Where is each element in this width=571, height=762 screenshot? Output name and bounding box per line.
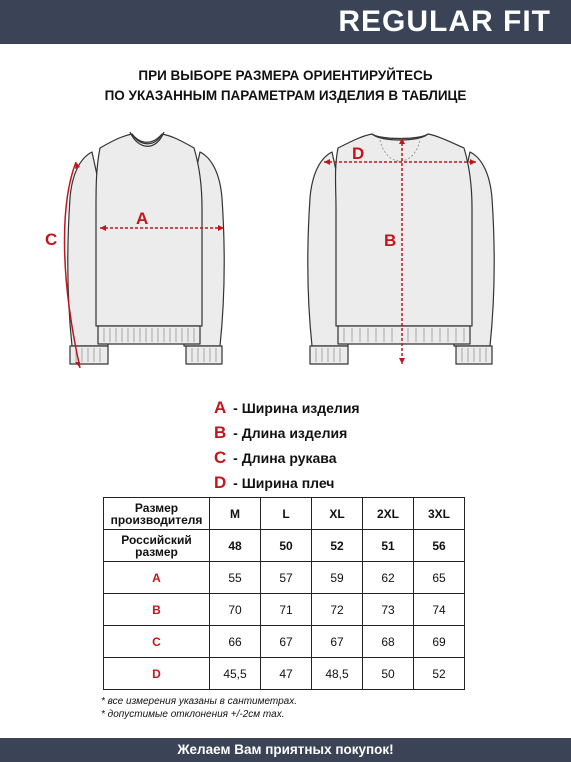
legend-item bbox=[214, 395, 360, 420]
legend-text: - Ширина плеч bbox=[229, 475, 335, 491]
back-label-b: B bbox=[384, 231, 397, 250]
table-cell: 57 bbox=[261, 562, 312, 594]
table-header-row bbox=[104, 498, 465, 530]
table-row bbox=[104, 626, 465, 658]
russian-size-cell: 48 bbox=[210, 530, 261, 562]
legend-item bbox=[214, 420, 360, 445]
legend-letter: C bbox=[214, 448, 227, 467]
fit-title: REGULAR FIT bbox=[338, 5, 551, 38]
legend-text: - Длина рукава bbox=[229, 450, 337, 466]
note-units: * все измерения указаны в сантиметрах. bbox=[101, 696, 298, 707]
table-row bbox=[104, 594, 465, 626]
russian-size-row bbox=[104, 530, 465, 562]
front-label-c: C bbox=[45, 230, 58, 249]
table-cell: 70 bbox=[210, 594, 261, 626]
table-cell: 67 bbox=[261, 626, 312, 658]
size-header-cell: 2XL bbox=[363, 498, 414, 530]
note-tolerance: * допустимые отклонения +/-2см тах. bbox=[101, 709, 285, 720]
table-cell: 48,5 bbox=[312, 658, 363, 690]
legend-letter: B bbox=[214, 423, 227, 442]
front-label-a: A bbox=[136, 209, 149, 228]
table-cell: 73 bbox=[363, 594, 414, 626]
table-cell: 59 bbox=[312, 562, 363, 594]
table-row bbox=[104, 562, 465, 594]
table-cell: 55 bbox=[210, 562, 261, 594]
table-cell: 47 bbox=[261, 658, 312, 690]
size-instruction bbox=[0, 66, 571, 106]
size-header-cell: XL bbox=[312, 498, 363, 530]
table-cell: 45,5 bbox=[210, 658, 261, 690]
size-header-cell: M bbox=[210, 498, 261, 530]
legend-text: - Длина изделия bbox=[229, 425, 348, 441]
russian-size-label: Российский размер bbox=[104, 530, 210, 562]
measurement-notes bbox=[101, 695, 297, 721]
russian-size-cell: 51 bbox=[363, 530, 414, 562]
size-header-cell: 3XL bbox=[414, 498, 465, 530]
sweatshirt-back-figure bbox=[300, 128, 530, 378]
legend-text: - Ширина изделия bbox=[229, 400, 360, 416]
table-cell: 74 bbox=[414, 594, 465, 626]
russian-size-cell: 50 bbox=[261, 530, 312, 562]
table-cell: 72 bbox=[312, 594, 363, 626]
measure-label-cell: D bbox=[104, 658, 210, 690]
table-cell: 71 bbox=[261, 594, 312, 626]
header-label-cell: Размер производителя bbox=[104, 498, 210, 530]
footer-band bbox=[0, 738, 571, 762]
measurement-legend bbox=[214, 395, 360, 495]
table-cell: 50 bbox=[363, 658, 414, 690]
footer-message: Желаем Вам приятных покупок! bbox=[177, 742, 394, 757]
sweatshirt-front-figure bbox=[40, 128, 265, 378]
legend-letter: A bbox=[214, 398, 227, 417]
table-cell: 69 bbox=[414, 626, 465, 658]
measure-label-cell: B bbox=[104, 594, 210, 626]
table-cell: 68 bbox=[363, 626, 414, 658]
table-cell: 62 bbox=[363, 562, 414, 594]
table-cell: 66 bbox=[210, 626, 261, 658]
measure-label-cell: C bbox=[104, 626, 210, 658]
size-table bbox=[103, 497, 465, 690]
legend-letter: D bbox=[214, 473, 227, 492]
size-header-cell: L bbox=[261, 498, 312, 530]
table-cell: 67 bbox=[312, 626, 363, 658]
back-label-d: D bbox=[352, 144, 365, 163]
header-band bbox=[0, 0, 571, 44]
table-cell: 65 bbox=[414, 562, 465, 594]
legend-item bbox=[214, 445, 360, 470]
instruction-line-2: ПО УКАЗАННЫМ ПАРАМЕТРАМ ИЗДЕЛИЯ В ТАБЛИЦЕ bbox=[104, 88, 467, 103]
instruction-line-1: ПРИ ВЫБОРЕ РАЗМЕРА ОРИЕНТИРУЙТЕСЬ bbox=[138, 68, 433, 83]
table-cell: 52 bbox=[414, 658, 465, 690]
russian-size-cell: 56 bbox=[414, 530, 465, 562]
russian-size-cell: 52 bbox=[312, 530, 363, 562]
table-row bbox=[104, 658, 465, 690]
measure-label-cell: A bbox=[104, 562, 210, 594]
legend-item bbox=[214, 470, 360, 495]
